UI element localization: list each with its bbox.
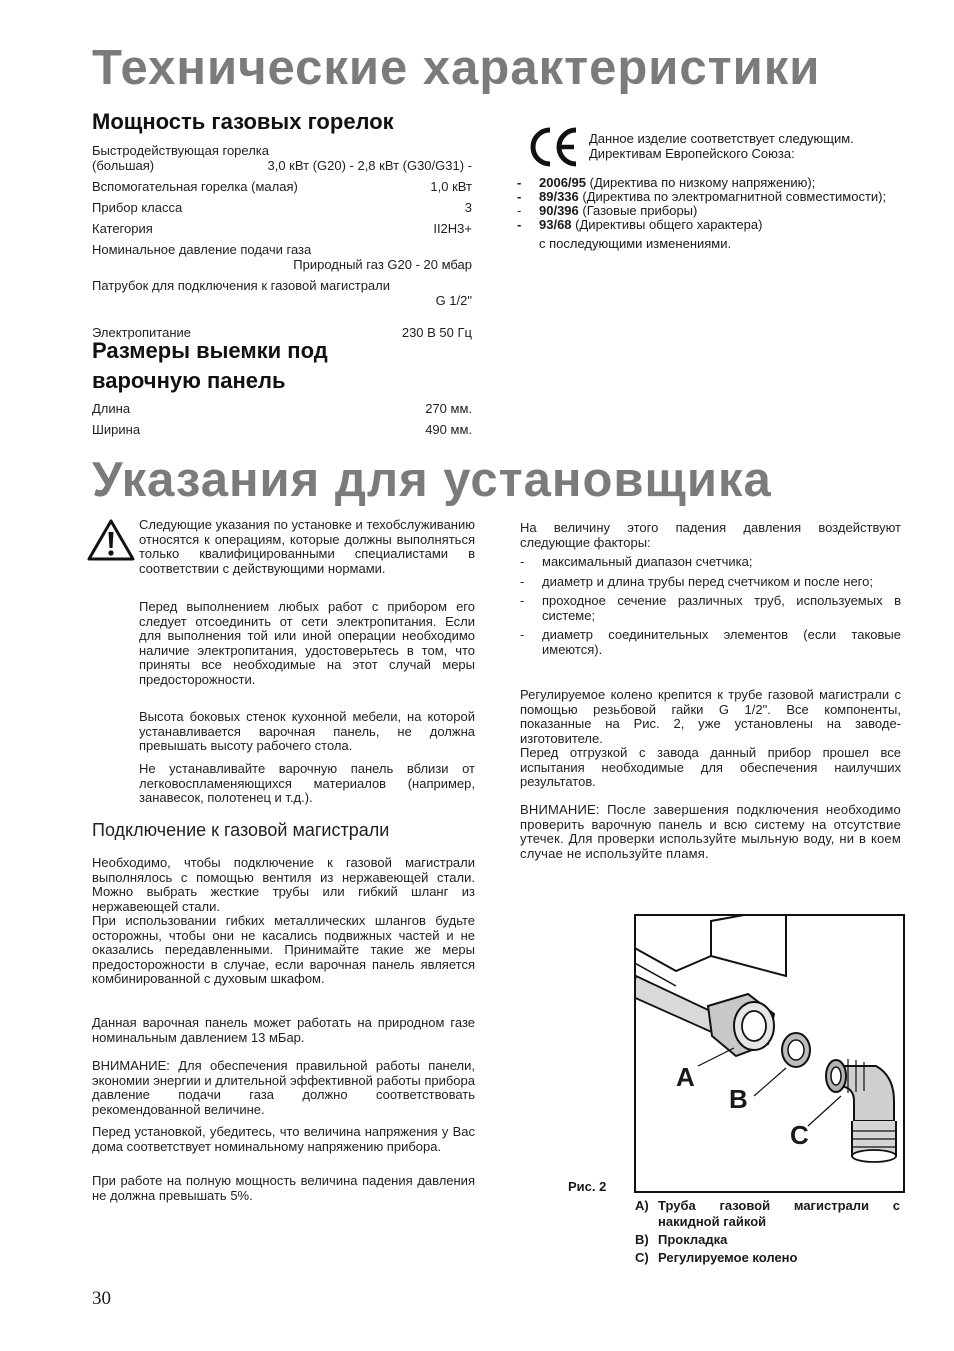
- caption-item: A) Труба газовой магистрали с накидной гайкой: [635, 1198, 900, 1229]
- pressure-value: Природный газ G20 - 20 мбар: [293, 257, 472, 272]
- spec-row: [92, 221, 472, 236]
- cutout-heading: [92, 336, 328, 396]
- power-specs: [92, 143, 472, 340]
- pressure-label: Номинальное давление подачи газа: [92, 242, 312, 257]
- factors-intro: На величину этого падения давления воздействуют следующие факторы:: [520, 520, 901, 550]
- list-item: - проходное сечение различных труб, используемых в системе;: [520, 593, 901, 623]
- figure-frame: [634, 914, 905, 1193]
- spec-label: Длина: [92, 401, 131, 416]
- page-number: 30: [92, 1288, 111, 1309]
- spec-row: [92, 422, 472, 437]
- paragraph: Перед выполнением любых работ с прибором его следует отсоединить от сети электропитания. Если для выполнения той или иной операции необходимо наличие электропитания, удостоверьтесь в том, что приняты все необходимые на этот случай меры предосторожности.: [139, 599, 475, 687]
- spec-value: 3: [464, 200, 472, 215]
- big-burner-label-1: Быстродействующая горелка: [92, 143, 269, 158]
- figure-letter-b: B: [729, 1084, 748, 1114]
- list-item: - диаметр соединительных элементов (если таковые имеются).: [520, 627, 901, 657]
- paragraph: Перед установкой, убедитесь, что величина напряжения у Вас дома соответствует номинальному напряжению прибора.: [92, 1124, 475, 1154]
- paragraph: Данная варочная панель может работать на природном газе номинальным давлением 13 мБар.: [92, 1015, 475, 1045]
- spec-value: 270 мм.: [425, 401, 472, 416]
- spec-label: Ширина: [92, 422, 141, 437]
- warning-text: Следующие указания по установке и техобслуживанию относятся к операциям, которые должны выполняться только квалифицированными специалистами в соответствии с действующими нормами.: [139, 517, 475, 576]
- paragraph: Необходимо, чтобы подключение к газовой магистрали выполнялось с помощью вентиля из нержавеющей стали. Можно выбрать жесткие трубы или гибкий шланг из нержавеющей стали.: [92, 855, 475, 914]
- big-burner-label-2: (большая): [92, 158, 155, 173]
- pipe-value: G 1/2": [435, 293, 472, 308]
- ce-text: Данное изделие соответствует следующим. Директивам Европейского Союза:: [589, 131, 854, 161]
- directive-code: 93/68: [539, 217, 572, 232]
- warning-icon: [86, 518, 136, 562]
- figure-label: Рис. 2: [568, 1179, 607, 1194]
- directive-code: 89/336: [539, 189, 579, 204]
- paragraph: Перед отгрузкой с завода данный прибор прошел все испытания необходимые для обеспечения наилучших результатов.: [520, 745, 901, 789]
- cutout-heading-line-2: варочную панель: [92, 368, 286, 393]
- spec-row: [92, 179, 472, 194]
- directive-desc: (Газовые приборы): [582, 203, 698, 218]
- fitting-illustration: [636, 916, 903, 1191]
- page-title: Технические характеристики: [92, 41, 821, 95]
- figure-letter-a: A: [676, 1062, 695, 1092]
- cutout-specs: [92, 401, 472, 437]
- ce-logo: [528, 126, 580, 168]
- spec-value: 1,0 кВт: [430, 179, 472, 194]
- directive-item: - 2006/95 (Директива по низкому напряжению);: [517, 175, 816, 190]
- electric-label: Электропитание: [92, 325, 191, 340]
- directive-desc: (Директивы общего характера): [575, 217, 763, 232]
- caption-item: C) Регулируемое колено: [635, 1250, 798, 1265]
- spec-label: Прибор класса: [92, 200, 183, 215]
- spec-value: II2H3+: [433, 221, 472, 236]
- directive-list: [517, 176, 900, 251]
- power-heading: Мощность газовых горелок: [92, 109, 394, 134]
- figure-captions: [635, 1198, 900, 1266]
- spec-value: 490 мм.: [425, 422, 472, 437]
- big-burner-value: 3,0 кВт (G20) - 2,8 кВт (G30/G31) -: [267, 158, 472, 173]
- spec-label: Вспомогательная горелка (малая): [92, 179, 298, 194]
- caption-item: B) Прокладка: [635, 1232, 728, 1247]
- paragraph: ВНИМАНИЕ: Для обеспечения правильной работы панели, экономии энергии и длительной эффективной работы прибора давление подачи газа должно соответствовать рекомендованной величине.: [92, 1058, 475, 1117]
- directive-footer: с последующими изменениями.: [539, 236, 732, 251]
- paragraph: Высота боковых стенок кухонной мебели, на которой устанавливается варочная панель, не должна превышать высоту рабочего стола.: [139, 709, 475, 753]
- spec-row: [92, 401, 472, 416]
- pipe-label: Патрубок для подключения к газовой магистрали: [92, 278, 390, 293]
- paragraph: При работе на полную мощность величина падения давления не должна превышать 5%.: [92, 1173, 475, 1203]
- list-item: - максимальный диапазон счетчика;: [520, 554, 753, 569]
- directive-code: 90/396: [539, 203, 579, 218]
- directive-item: - 90/396 (Газовые приборы): [517, 203, 698, 218]
- figure-letter-c: C: [790, 1120, 809, 1150]
- electric-value: 230 В 50 Гц: [401, 325, 472, 340]
- directive-code: 2006/95: [539, 175, 586, 190]
- cutout-heading-line-1: Размеры выемки под: [92, 338, 328, 363]
- gas-connection-subheading: Подключение к газовой магистрали: [92, 820, 390, 840]
- directive-desc: (Директива по низкому напряжению);: [589, 175, 816, 190]
- paragraph: Регулируемое колено крепится к трубе газовой магистрали с помощью резьбовой гайки G 1/2". Все компоненты, показанные на Рис. 2, уже установлены на заводе-изготовителе.: [520, 687, 901, 746]
- directive-item: - 93/68 (Директивы общего характера): [517, 217, 763, 232]
- paragraph: ВНИМАНИЕ: После завершения подключения необходимо проверить варочную панель и всю систему на отсутствие утечек. Для проверки используйте мыльную воду, ни в коем случае не используйте пламя.: [520, 802, 901, 861]
- factors-list: [520, 555, 901, 662]
- installer-title: Указания для установщика: [92, 453, 772, 507]
- list-item: - диаметр и длина трубы перед счетчиком и после него;: [520, 573, 873, 589]
- spec-label: Категория: [92, 221, 153, 236]
- paragraph: Не устанавливайте варочную панель вблизи от легковоспламеняющихся материалов (например, занавесок, полотенец и т.д.).: [139, 761, 475, 805]
- paragraph: При использовании гибких металлических шлангов будьте осторожны, чтобы они не касались подвижных частей и не оказались передавленными. Принимайте такие же меры предосторожности в случае, если варочная панель является комбинированной с духовым шкафом.: [92, 913, 475, 986]
- directive-desc: (Директива по электромагнитной совместимости);: [582, 189, 887, 204]
- spec-row: [92, 200, 472, 215]
- directive-item: - 89/336 (Директива по электромагнитной совместимости);: [517, 189, 887, 204]
